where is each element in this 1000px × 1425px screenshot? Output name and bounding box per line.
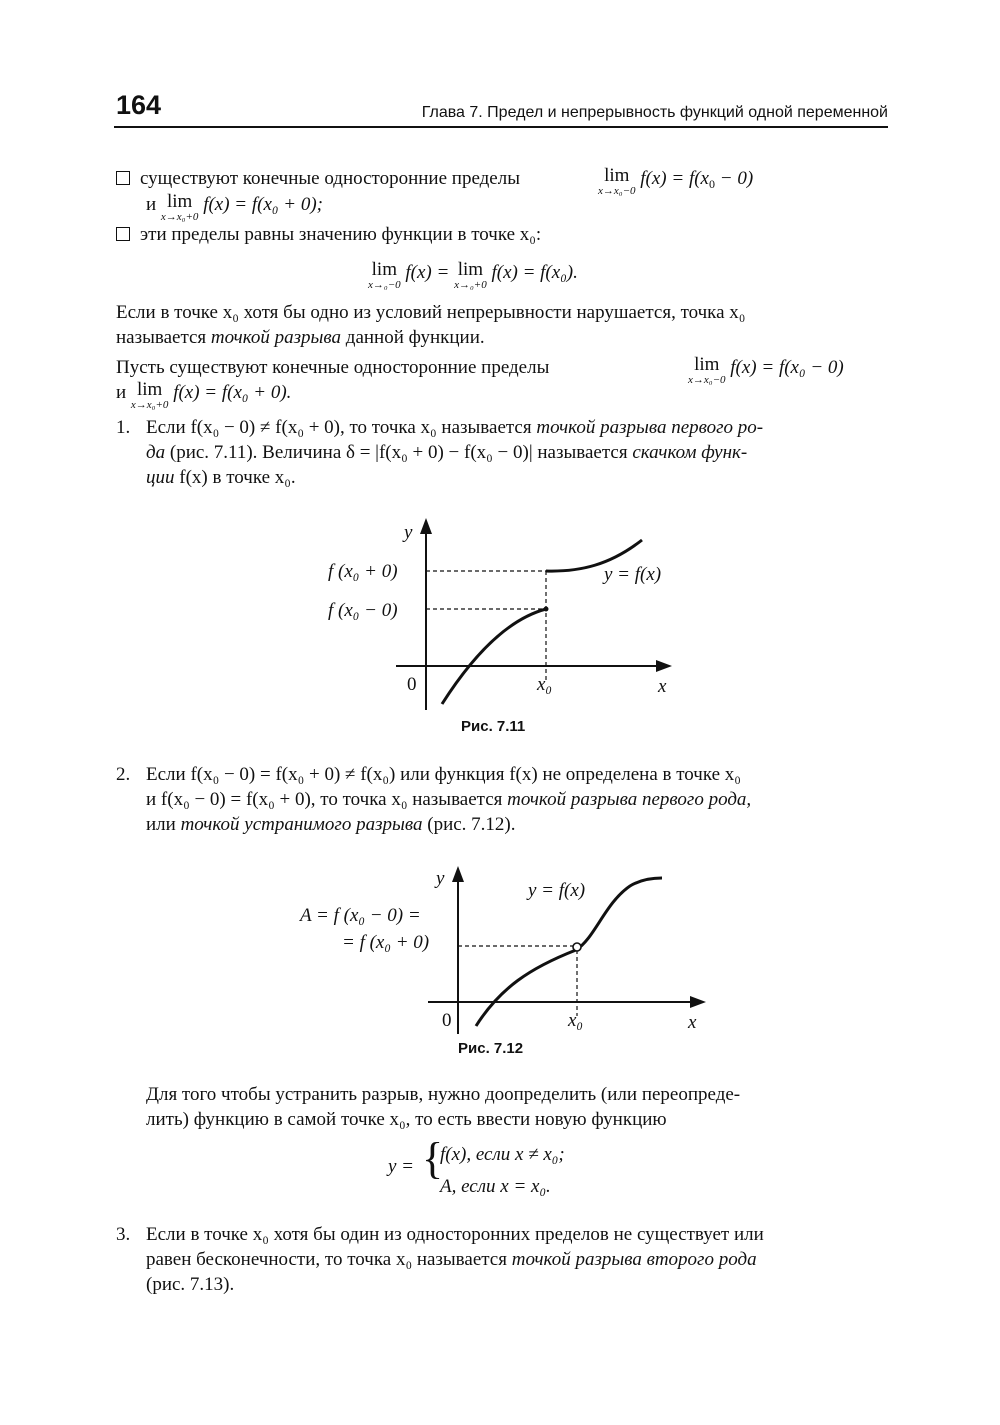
text-segment: или [146,814,181,835]
lim-operator: lim x→₀+0 [454,259,487,291]
level-label-line-2: = f (x₀ + 0) [342,932,430,953]
case-2-number: 2. [116,764,131,785]
formula-part: f(x) = [405,262,450,283]
curve-label: y = f(x) [604,564,662,585]
piecewise-case-b [440,1174,551,1200]
y-axis-arrow-icon [452,866,464,882]
figure-7-11-caption: Рис. 7.11 [461,718,526,735]
curve-left-branch [476,950,576,1026]
text-segment: и f(x₀ − 0) = f(x₀ + 0), то точка x₀ называется [146,789,508,810]
discontinuity-point [544,607,549,612]
chapter-title: Глава 7. Предел и непрерывность функций одной переменной [421,104,888,121]
lim-operator: lim x→x₀+0 [160,191,199,223]
case-2-line-2 [146,787,751,813]
y-axis-arrow-icon [420,518,432,534]
condition-item-2 [116,222,541,248]
term-italic: ции [146,467,175,488]
limits-paragraph-line-1: Пусть существуют конечные односторонние пределы [116,357,550,378]
case-1-line-3 [146,465,296,491]
condition-1-formula: lim x→x₀−0 $f(x) = f(x_0 - 0)$ [598,165,754,197]
figure-7-12-caption: Рис. 7.12 [458,1040,524,1057]
formula-part: y = [388,1156,415,1177]
checkbox-bullet-icon [116,171,130,185]
and-word: и [116,382,127,403]
term-italic: точкой разрыва второго рода [511,1249,757,1270]
x-axis-label: x [688,1012,697,1033]
piecewise-case-a [440,1142,565,1168]
limits-paragraph-formula [688,355,844,386]
discontinuity-paragraph-line-1: Если в точке x₀ хотя бы одно из условий непрерывности нарушается, точка x₀ [116,302,746,323]
term-italic: точкой устранимого разрыва [180,814,423,835]
figure-7-12 [290,858,720,1038]
lim-subscript: x→x₀+0 [130,399,169,411]
term-italic: точкой разрыва первого рода, [507,789,752,810]
case-1-line-1 [146,415,763,441]
formula-part: A, если x = x₀. [440,1176,551,1197]
figure-7-11 [300,510,700,710]
case-3-number: 3. [116,1224,131,1245]
formula-part: f(x) = f(x₀ − 0) [730,357,844,378]
lim-operator: lim x→x₀+0 [130,379,169,411]
term-italic: точкой разрыва [210,327,342,348]
continuity-equation [368,260,578,291]
lim-subscript: x→x₀+0 [160,211,199,223]
upper-level-label: f (x₀ + 0) [328,561,398,582]
level-label-line-1: A = f (x₀ − 0) = [300,905,421,926]
formula-part: f(x) = f(x₀ + 0). [173,382,292,403]
text-segment: называется [116,327,211,348]
lim-operator: lim x→x₀−0 [598,165,636,197]
case-1-line-2 [146,440,747,466]
condition-2-text: эти пределы равны значению функции в точке x₀: [140,224,542,245]
term-italic: скачком функ- [632,442,748,463]
removable-point-hole [573,943,581,951]
text-segment: (рис. 7.11). Величина δ = |f(x₀ + 0) − f(x₀ − 0)| называется [165,442,633,463]
case-2-line-3 [146,812,516,838]
and-word: и [146,194,157,215]
lim-operator: lim x→₀−0 [368,259,401,291]
condition-1-text: существуют конечные односторонние пределы [140,168,520,189]
x-axis-label: x [658,676,667,697]
y-axis-label: y [404,522,413,543]
lim-subscript: x→x₀−0 [688,374,726,386]
x0-label: x₀ [568,1010,584,1031]
text-segment: f(x) в точке x₀. [174,467,296,488]
case-2-line-1: Если f(x₀ − 0) = f(x₀ + 0) ≠ f(x₀) или функция f(x) не определена в точке x₀ [146,764,741,785]
case-1-number: 1. [116,417,131,438]
case-3-line-2 [146,1247,757,1273]
text-segment: равен бесконечности, то точка x₀ называется [146,1249,512,1270]
curve-left-branch [442,609,546,704]
lim-subscript: x→₀+0 [454,279,487,291]
term-italic: да [146,442,166,463]
header-rule [114,126,888,128]
text-segment: Если f(x₀ − 0) ≠ f(x₀ + 0), то точка x₀ называется [146,417,537,438]
checkbox-bullet-icon [116,227,130,241]
lim-subscript: x→₀−0 [368,279,401,291]
curve-right-branch [576,878,662,950]
formula-part: f(x) = f(x₀). [491,262,578,283]
case-3-line-1: Если в точке x₀ хотя бы один из односторонних пределов не существует или [146,1224,764,1245]
text-segment: данной функции. [341,327,485,348]
origin-label: 0 [407,674,417,695]
origin-label: 0 [442,1010,452,1031]
piecewise-lhs [388,1154,414,1180]
text-segment: (рис. 7.12). [422,814,516,835]
lim-subscript: x→x₀−0 [598,185,636,197]
lim-operator: lim x→x₀−0 [688,354,726,386]
limits-paragraph-line-2 [116,380,291,411]
removal-line-1: Для того чтобы устранить разрыв, нужно доопределить (или переопреде- [146,1084,741,1105]
piecewise-brace: { [422,1134,444,1183]
page-number: 164 [116,90,162,120]
condition-item-1 [116,166,520,192]
case-3-line-3: (рис. 7.13). [146,1274,235,1295]
condition-1b [146,192,323,223]
term-italic: точкой разрыва первого ро- [536,417,764,438]
y-axis-label: y [436,868,445,889]
formula-part: − 0) [715,168,754,189]
discontinuity-paragraph-line-2 [116,325,485,351]
lower-level-label: f (x₀ − 0) [328,600,398,621]
curve-label: y = f(x) [528,880,586,901]
x-axis-arrow-icon [690,996,706,1008]
formula-part: f(x) = f(x₀ + 0); [203,194,323,215]
removal-line-2: лить) функцию в самой точке x₀, то есть ввести новую функцию [146,1109,667,1130]
formula-part: f(x), если x ≠ x₀; [440,1144,565,1165]
x-axis-arrow-icon [656,660,672,672]
formula-part: f(x) = f(x [640,168,709,189]
x0-label: x₀ [537,674,553,695]
